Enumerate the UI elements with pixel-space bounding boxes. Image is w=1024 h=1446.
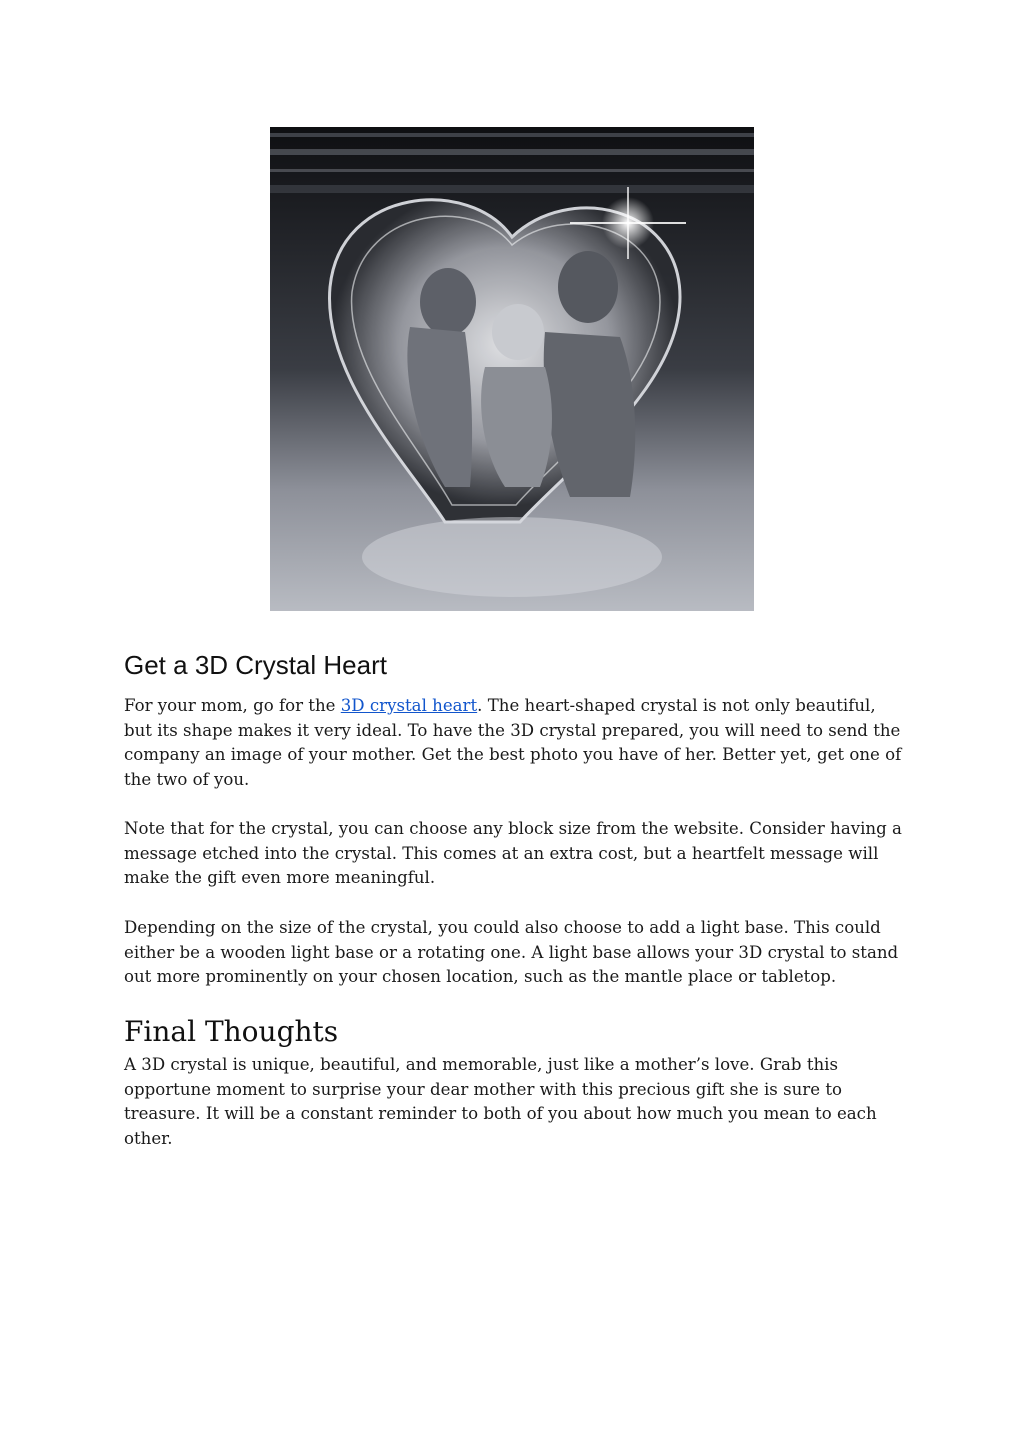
- paragraph-light-base: Depending on the size of the crystal, you could also choose to add a light base. This could either be a wooden light base or a rotating one. A light base allows your 3D crystal to stand out more prominently on your chosen location, such as the mantle place or tabletop.: [124, 918, 899, 987]
- crystal-heart-photo: [270, 127, 754, 611]
- crystal-heart-link[interactable]: 3D crystal heart: [340, 696, 478, 715]
- paragraph-intro-text-end: . The heart-shaped crystal is not only beautiful, but its shape makes it very ideal. To have the 3D crystal prepared, you will need to send the company an image of your mother. Get the best photo you have of her. Better yet, get one of the two of you.: [124, 696, 902, 790]
- paragraph-intro: [124, 694, 904, 793]
- paragraph-intro-text-start: For your mom, go for the: [124, 696, 341, 715]
- section-heading-final-thoughts: Final Thoughts: [124, 1015, 339, 1048]
- section-heading-crystal-heart: Get a 3D Crystal Heart: [124, 650, 387, 680]
- paragraph-final-thoughts: A 3D crystal is unique, beautiful, and memorable, just like a mother’s love. Grab this opportune moment to surprise your dear mother with this precious gift she is sure to treasure. It will be a constant reminder to both of you about how much you mean to each other.: [124, 1055, 877, 1149]
- paragraph-block-size: Note that for the crystal, you can choose any block size from the website. Consider having a message etched into the crystal. This comes at an extra cost, but a heartfelt message will make the gift even more meaningful.: [124, 819, 902, 888]
